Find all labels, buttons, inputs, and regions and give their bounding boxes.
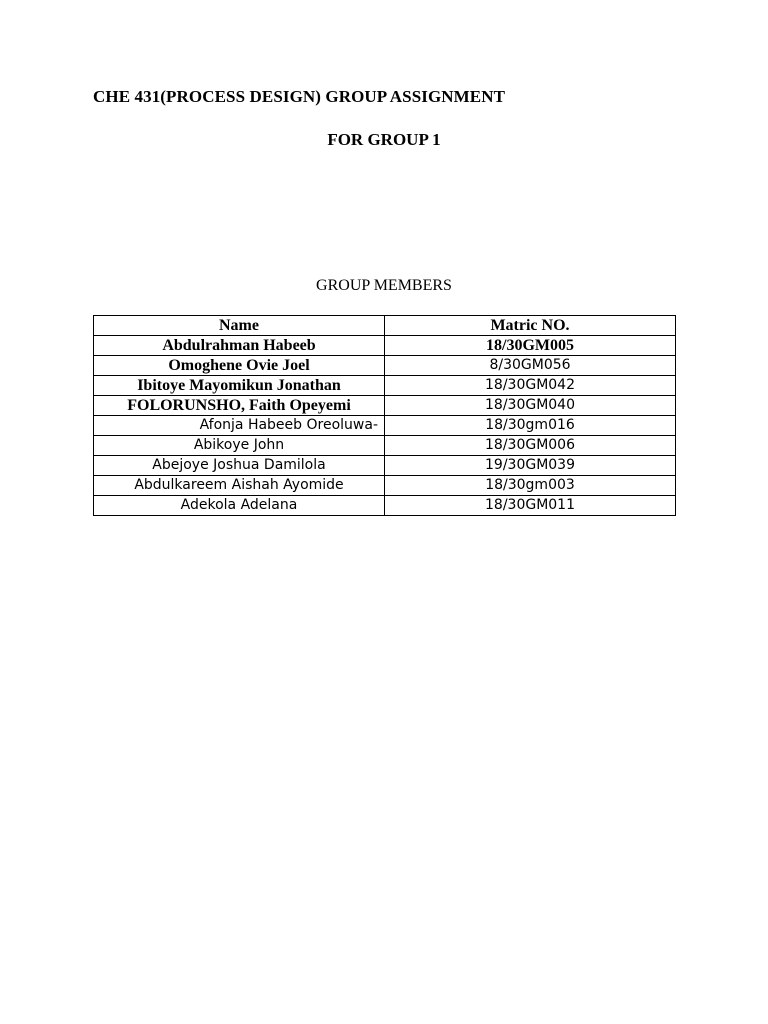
member-name: Abdulkareem Aishah Ayomide: [94, 476, 385, 496]
member-name: Afonja Habeeb Oreoluwa-: [94, 416, 385, 436]
table-row: [94, 456, 676, 476]
member-name: Abejoye Joshua Damilola: [94, 456, 385, 476]
document-title: CHE 431(PROCESS DESIGN) GROUP ASSIGNMENT: [93, 87, 506, 106]
members-heading: GROUP MEMBERS: [316, 277, 452, 294]
member-name: Omoghene Ovie Joel: [94, 356, 385, 376]
document-subtitle: FOR GROUP 1: [327, 130, 441, 149]
table-row: [94, 476, 676, 496]
table-row: [94, 376, 676, 396]
table-header-row: [94, 316, 676, 336]
member-matric: 18/30gm016: [385, 416, 676, 436]
column-header-matric: Matric NO.: [385, 316, 676, 336]
member-matric: 19/30GM039: [385, 456, 676, 476]
member-name: Ibitoye Mayomikun Jonathan: [94, 376, 385, 396]
table-row: [94, 496, 676, 516]
member-matric: 18/30GM042: [385, 376, 676, 396]
member-name: FOLORUNSHO, Faith Opeyemi: [94, 396, 385, 416]
member-name: Abdulrahman Habeeb: [94, 336, 385, 356]
member-matric: 18/30GM040: [385, 396, 676, 416]
member-name: Abikoye John: [94, 436, 385, 456]
table-row: [94, 396, 676, 416]
table-row: [94, 436, 676, 456]
member-matric: 18/30gm003: [385, 476, 676, 496]
table-row: [94, 356, 676, 376]
members-table: [93, 315, 676, 516]
table-row: [94, 416, 676, 436]
member-name: Adekola Adelana: [94, 496, 385, 516]
member-matric: 8/30GM056: [385, 356, 676, 376]
member-matric: 18/30GM011: [385, 496, 676, 516]
table-row: [94, 336, 676, 356]
member-matric: 18/30GM006: [385, 436, 676, 456]
column-header-name: Name: [94, 316, 385, 336]
member-matric: 18/30GM005: [385, 336, 676, 356]
